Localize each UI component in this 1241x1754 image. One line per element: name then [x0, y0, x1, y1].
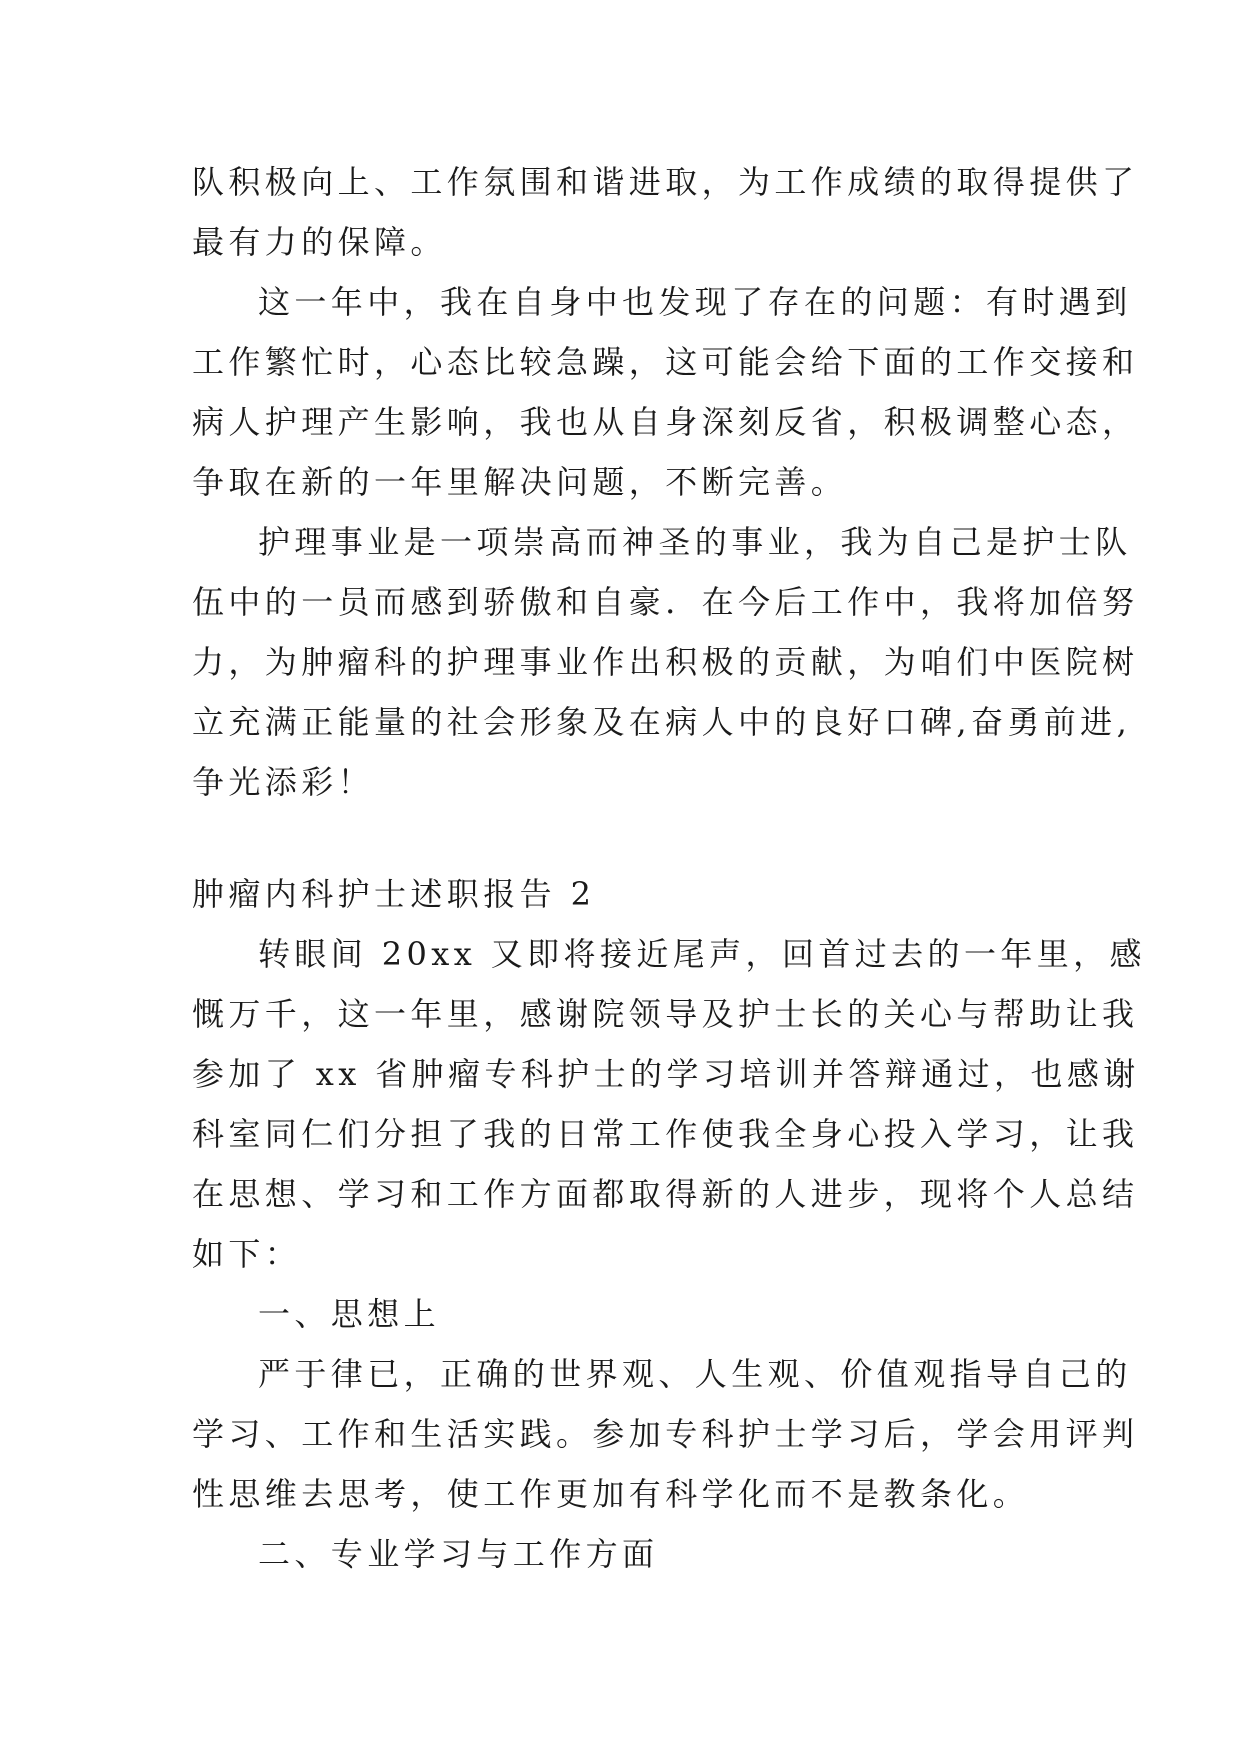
text-line: 工作繁忙时，心态比较急躁，这可能会给下面的工作交接和: [192, 343, 1139, 381]
paragraph: [192, 272, 1139, 512]
paragraph: [192, 512, 1139, 812]
section-spacer: [192, 812, 1062, 864]
text-line: 转眼间 20xx 又即将接近尾声，回首过去的一年里，感: [258, 935, 1146, 973]
text-line: 护理事业是一项崇高而神圣的事业，我为自己是护士队: [258, 523, 1132, 561]
text-line: 队积极向上、工作氛围和谐进取，为工作成绩的取得提供了: [192, 163, 1139, 201]
text-line: 争取在新的一年里解决问题，不断完善。: [192, 463, 848, 501]
text-line: 伍中的一员而感到骄傲和自豪．在今后工作中，我将加倍努: [192, 583, 1139, 621]
text-line: 科室同仁们分担了我的日常工作使我全身心投入学习，让我: [192, 1115, 1139, 1153]
text-line: 立充满正能量的社会形象及在病人中的良好口碑,奋勇前进,: [192, 703, 1132, 741]
paragraph: [192, 1344, 1139, 1524]
text-line: 在思想、学习和工作方面都取得新的人进步，现将个人总结: [192, 1175, 1139, 1213]
text-line: 如下：: [192, 1235, 302, 1273]
document-body: [192, 152, 1146, 1584]
paragraph: [192, 924, 1146, 1284]
text-line: 慨万千，这一年里，感谢院领导及护士长的关心与帮助让我: [192, 995, 1139, 1033]
paragraph: [192, 152, 1139, 272]
subheading: [192, 1284, 1062, 1344]
text-line: 病人护理产生影响，我也从自身深刻反省，积极调整心态，: [192, 403, 1139, 441]
text-line: 一、思想上: [258, 1295, 441, 1333]
text-line: 这一年中，我在自身中也发现了存在的问题：有时遇到: [258, 283, 1132, 321]
text-line: 性思维去思考，使工作更加有科学化而不是教条化。: [192, 1475, 1030, 1513]
text-line: 最有力的保障。: [192, 223, 447, 261]
section-title: 肿瘤内科护士述职报告 2: [192, 875, 596, 913]
text-line: 二、专业学习与工作方面: [258, 1535, 659, 1573]
text-line: 严于律已，正确的世界观、人生观、价值观指导自己的: [258, 1355, 1132, 1393]
text-line: 参加了 xx 省肿瘤专科护士的学习培训并答辩通过，也感谢: [192, 1055, 1140, 1093]
text-line: 力，为肿瘤科的护理事业作出积极的贡献，为咱们中医院树: [192, 643, 1139, 681]
subheading: [192, 1524, 1062, 1584]
text-line: 学习、工作和生活实践。参加专科护士学习后，学会用评判: [192, 1415, 1139, 1453]
text-line: 争光添彩！: [192, 763, 375, 801]
